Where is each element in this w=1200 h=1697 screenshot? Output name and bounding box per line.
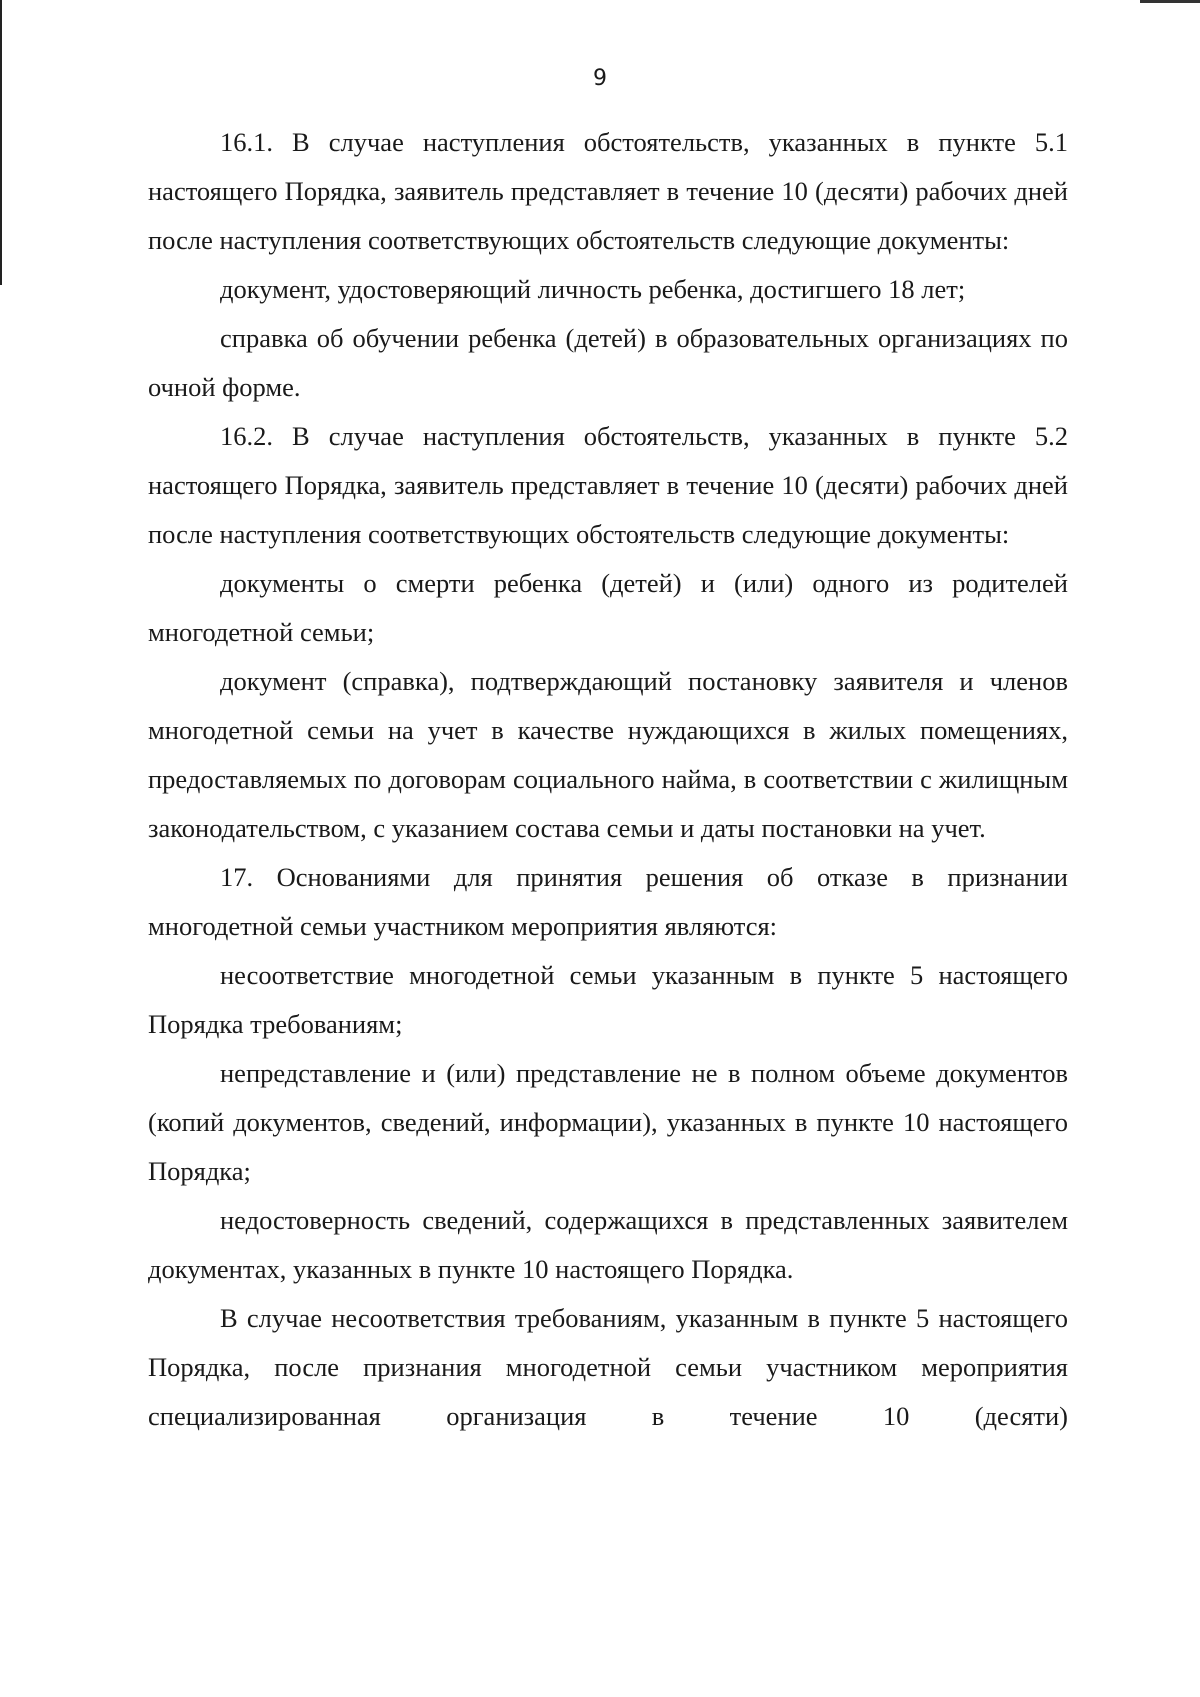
page-number: 9 <box>593 66 607 91</box>
list-item-education-certificate: справка об обучении ребенка (детей) в образовательных организациях по очной форме. <box>148 323 1068 402</box>
scan-edge-mark <box>0 0 2 285</box>
paragraph-16-2: 16.2. В случае наступления обстоятельств, указанных в пункте 5.2 настоящего Порядка, заявитель представляет в течение 10 (десяти) рабочих дней после наступления соответствующих обстоятельств следующие документы: <box>148 421 1068 549</box>
list-item-identity-document: документ, удостоверяющий личность ребенка, достигшего 18 лет; <box>220 274 966 304</box>
paragraph-16-1: 16.1. В случае наступления обстоятельств, указанных в пункте 5.1 настоящего Порядка, заявитель представляет в течение 10 (десяти) рабочих дней после наступления соответствующих обстоятельств следующие документы: <box>148 127 1068 255</box>
list-item-death-documents: документы о смерти ребенка (детей) и (или) одного из родителей многодетной семьи; <box>148 568 1068 647</box>
list-item-housing-certificate: документ (справка), подтверждающий постановку заявителя и членов многодетной семьи на учет в качестве нуждающихся в жилых помещениях, предоставляемых по договорам социального найма, в соответствии с жилищным законодательством, с указанием состава семьи и даты постановки на учет. <box>148 666 1068 843</box>
document-body <box>148 118 1068 1441</box>
paragraph-nonconformity-case: В случае несоответствия требованиям, указанным в пункте 5 настоящего Порядка, после признания многодетной семьи участником мероприятия специализированная организация в течение 10 (десяти) <box>148 1303 1068 1431</box>
scan-corner-mark <box>1140 0 1200 3</box>
list-item-incomplete-documents: непредставление и (или) представление не в полном объеме документов (копий документов, сведений, информации), указанных в пункте 10 настоящего Порядка; <box>148 1058 1068 1186</box>
paragraph-17: 17. Основаниями для принятия решения об отказе в признании многодетной семьи участником мероприятия являются: <box>148 862 1068 941</box>
list-item-unreliable-information: недостоверность сведений, содержащихся в представленных заявителем документах, указанных в пункте 10 настоящего Порядка. <box>148 1205 1068 1284</box>
list-item-nonconformity: несоответствие многодетной семьи указанным в пункте 5 настоящего Порядка требованиям; <box>148 960 1068 1039</box>
